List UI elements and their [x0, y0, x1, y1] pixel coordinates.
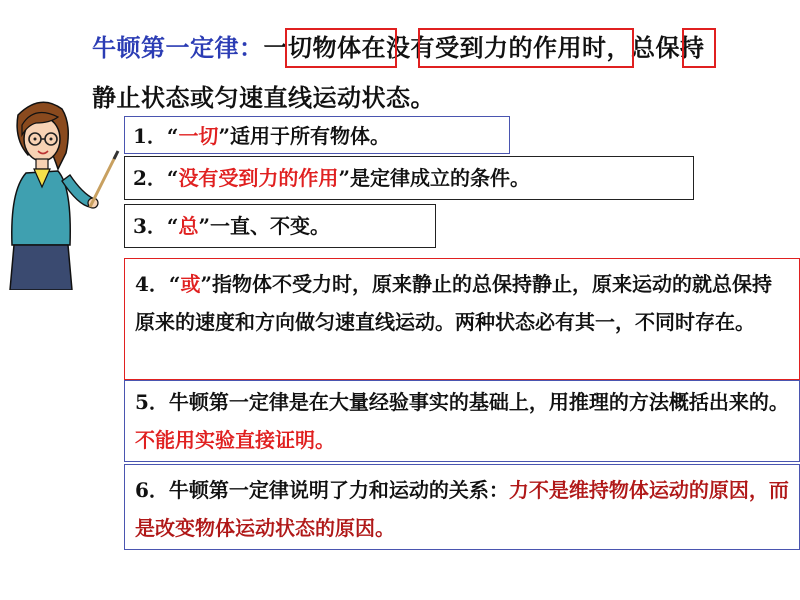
note-3 — [124, 204, 436, 248]
highlight-box-zong — [682, 28, 716, 68]
note-3-key: 总 — [178, 214, 199, 238]
note-4 — [124, 258, 800, 380]
note-5-text: 牛顿第一定律是在大量经验事实的基础上，用推理的方法概括出来的。 — [168, 390, 789, 414]
note-4-quote-open: “ — [168, 272, 181, 296]
note-1-quote-close: ” — [218, 124, 230, 148]
note-1-text: 适用于所有物体。 — [229, 124, 390, 148]
note-1-key: 一切 — [178, 124, 219, 148]
note-1-num: 1． — [133, 124, 167, 148]
note-6-highlight: 力不是维持物体运动的原因，而是改变物体运动状态的原因。 — [135, 478, 789, 540]
teacher-illustration — [0, 95, 125, 290]
law-text-part-2: 静止状态或匀速直线运动状态。 — [92, 83, 435, 112]
law-text-part-1: 一切物体在没有受到力的作用时，总保持 — [263, 33, 705, 62]
note-2-quote-close: ” — [338, 166, 350, 190]
note-4-num: 4． — [135, 272, 169, 296]
note-3-quote-close: ” — [198, 214, 210, 238]
note-2 — [124, 156, 694, 200]
note-3-quote-open: “ — [166, 214, 179, 238]
note-5-num: 5． — [135, 390, 169, 414]
note-2-key: 没有受到力的作用 — [178, 166, 339, 190]
note-2-quote-open: “ — [166, 166, 179, 190]
note-6-num: 6． — [135, 478, 169, 502]
highlight-box-yiqie — [285, 28, 397, 68]
note-5 — [124, 380, 800, 462]
note-5-highlight: 不能用实验直接证明。 — [135, 428, 335, 452]
note-3-num: 3． — [133, 214, 167, 238]
note-1 — [124, 116, 510, 154]
note-1-quote-open: “ — [166, 124, 179, 148]
note-6-text: 牛顿第一定律说明了力和运动的关系： — [168, 478, 509, 502]
note-4-text: 指物体不受力时，原来静止的总保持静止，原来运动的就总保持原来的速度和方向做匀速直线运动。两种状态必有其一，不同时存在。 — [135, 272, 772, 334]
note-2-text: 是定律成立的条件。 — [349, 166, 530, 190]
note-4-quote-close: ” — [200, 272, 212, 296]
note-2-num: 2． — [133, 166, 167, 190]
note-3-text: 一直、不变。 — [209, 214, 330, 238]
law-title: 牛顿第一定律： — [92, 33, 264, 62]
note-4-key: 或 — [180, 272, 201, 296]
highlight-box-condition — [418, 28, 634, 68]
law-statement-line-2 — [92, 78, 435, 113]
note-6 — [124, 464, 800, 550]
